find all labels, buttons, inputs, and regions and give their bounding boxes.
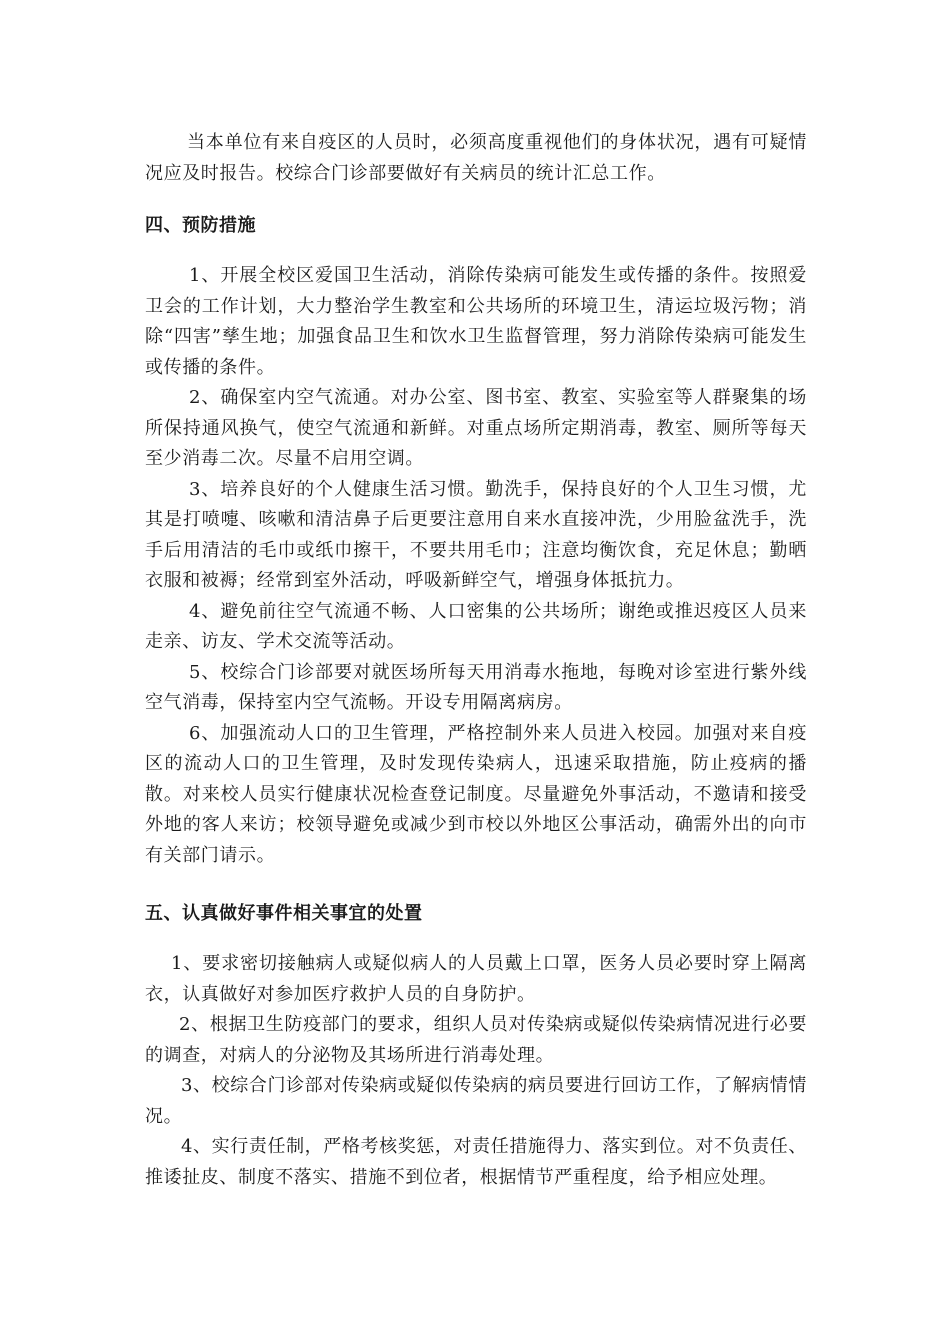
handling-item-4: 4、实行责任制，严格考核奖惩，对责任措施得力、落实到位。对不负责任、推诿扯皮、制度不落实、措施不到位者，根据情节严重程度，给予相应处理。: [145, 1136, 807, 1188]
prevention-item-4: 4、避免前往空气流通不畅、人口密集的公共场所；谢绝或推迟疫区人员来走亲、访友、学术交流等活动。: [145, 600, 807, 652]
prevention-item-1: 1、开展全校区爱国卫生活动，消除传染病可能发生或传播的条件。按照爱卫会的工作计划，大力整治学生教室和公共场所的环境卫生，清运垃圾污物；消除“四害”孳生地；加强食品卫生和饮水卫生监督管理，努力消除传染病可能发生或传播的条件。: [145, 265, 807, 378]
section-heading-handling: 五、认真做好事件相关事宜的处置: [145, 903, 423, 924]
handling-item-1: 1、要求密切接触病人或疑似病人的人员戴上口罩，医务人员必要时穿上隔离衣，认真做好对参加医疗救护人员的自身防护。: [145, 953, 807, 1005]
prevention-item-3: 3、培养良好的个人健康生活习惯。勤洗手，保持良好的个人卫生习惯，尤其是打喷嚏、咳嗽和清洁鼻子后更要注意用自来水直接冲洗，少用脸盆洗手，洗手后用清洁的毛巾或纸巾擦干，不要共用毛巾；注意均衡饮食，充足休息；勤晒衣服和被褥；经常到室外活动，呼吸新鲜空气，增强身体抵抗力。: [145, 478, 807, 591]
section-heading-prevention: 四、预防措施: [145, 215, 256, 236]
prevention-list: [145, 261, 807, 871]
prevention-item-5: 5、校综合门诊部要对就医场所每天用消毒水拖地，每晚对诊室进行紫外线空气消毒，保持室内空气流畅。开设专用隔离病房。: [145, 661, 807, 713]
intro-paragraph: 当本单位有来自疫区的人员时，必须高度重视他们的身体状况，遇有可疑情况应及时报告。校综合门诊部要做好有关病员的统计汇总工作。: [145, 132, 807, 184]
document-page: [145, 128, 807, 1193]
prevention-item-6: 6、加强流动人口的卫生管理，严格控制外来人员进入校园。加强对来自疫区的流动人口的卫生管理，及时发现传染病人，迅速采取措施，防止疫病的播散。对来校人员实行健康状况检查登记制度。尽量避免外事活动，不邀请和接受外地的客人来访；校领导避免或减少到市校以外地区公事活动，确需外出的向市有关部门请示。: [145, 722, 807, 866]
handling-item-2: 2、根据卫生防疫部门的要求，组织人员对传染病或疑似传染病情况进行必要的调查，对病人的分泌物及其场所进行消毒处理。: [145, 1014, 807, 1066]
handling-list: [145, 949, 807, 1193]
prevention-item-2: 2、确保室内空气流通。对办公室、图书室、教室、实验室等人群聚集的场所保持通风换气，使空气流通和新鲜。对重点场所定期消毒，教室、厕所等每天至少消毒二次。尽量不启用空调。: [145, 387, 807, 469]
handling-item-3: 3、校综合门诊部对传染病或疑似传染病的病员要进行回访工作，了解病情情况。: [145, 1075, 807, 1127]
